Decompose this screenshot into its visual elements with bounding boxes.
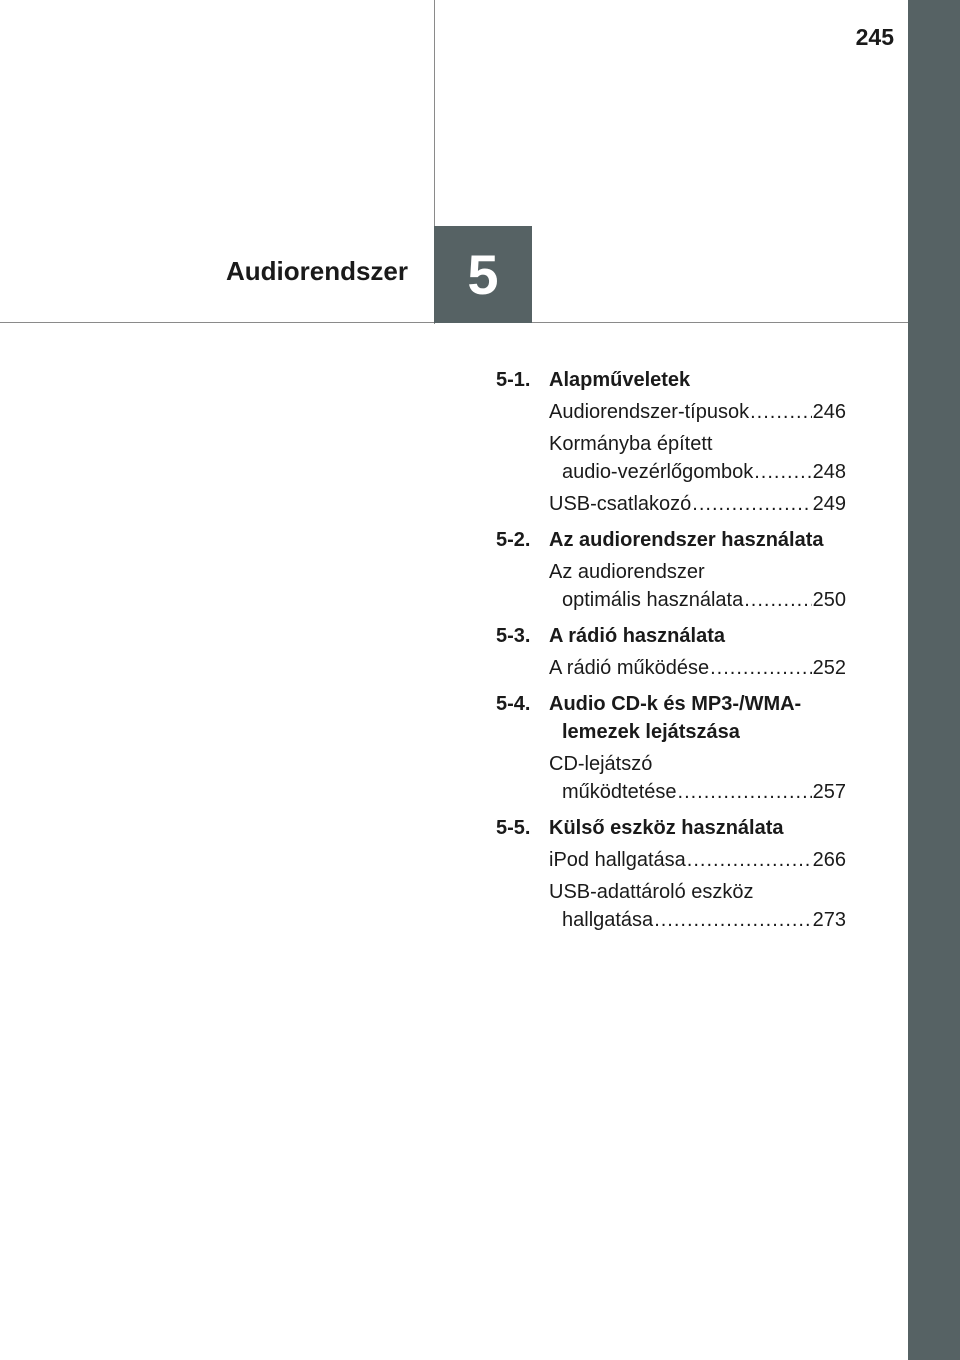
- toc-entry[interactable]: [549, 878, 846, 934]
- toc-section-title-line: Az audiorendszer használata: [549, 529, 824, 551]
- toc-leader-dots: [750, 398, 812, 426]
- chapter-title: Audiorendszer: [225, 256, 408, 286]
- chapter-side-strip: [908, 0, 960, 1360]
- toc-entry-text: iPod hallgatása: [549, 849, 686, 871]
- toc-section-number: 5-1.: [496, 369, 531, 391]
- toc-entry-text: optimális használata: [562, 589, 744, 611]
- toc-entry-page: 273: [812, 909, 846, 931]
- toc-section-heading[interactable]: [496, 690, 846, 746]
- toc-section-number: 5-5.: [496, 817, 531, 839]
- toc-entry-text: USB-adattároló eszköz: [549, 881, 754, 903]
- toc-section: [496, 690, 846, 806]
- toc-section-title-line: Külső eszköz használata: [549, 817, 784, 839]
- toc-entry-page: 250: [812, 589, 846, 611]
- toc-section-title: [549, 366, 846, 394]
- toc-entry-text: hallgatása: [562, 909, 654, 931]
- toc-entry-text: CD-lejátszó: [549, 753, 653, 775]
- toc-entry[interactable]: [549, 654, 846, 682]
- toc-entry-text: USB-csatlakozó: [549, 493, 692, 515]
- toc-leader-dots: [692, 490, 811, 518]
- toc-entry-text: audio-vezérlőgombok: [562, 461, 754, 483]
- toc-entry-page: 246: [812, 401, 846, 423]
- toc-entry[interactable]: [549, 398, 846, 426]
- toc-entry[interactable]: [549, 490, 846, 518]
- toc-leader-dots: [654, 906, 811, 934]
- toc-section: [496, 622, 846, 682]
- toc-section-title: [549, 690, 846, 746]
- toc-entry-page: 266: [812, 849, 846, 871]
- toc-section-title-line: A rádió használata: [549, 625, 725, 647]
- chapter-number-box: 5: [434, 226, 532, 323]
- toc-section-number: 5-2.: [496, 529, 531, 551]
- toc-entry[interactable]: [549, 750, 846, 806]
- toc-section-heading[interactable]: [496, 526, 846, 554]
- toc-section: [496, 526, 846, 614]
- toc-leader-dots: [754, 458, 811, 486]
- toc-entry[interactable]: [549, 430, 846, 486]
- toc-section: [496, 366, 846, 518]
- toc-entry-page: 257: [812, 781, 846, 803]
- toc-entry-page: 248: [812, 461, 846, 483]
- table-of-contents: [496, 366, 846, 938]
- page-number: 245: [855, 24, 894, 50]
- toc-entry-text: működtetése: [562, 781, 677, 803]
- toc-section-number: 5-4.: [496, 693, 531, 715]
- toc-section-heading[interactable]: [496, 366, 846, 394]
- toc-entry-text: Kormányba épített: [549, 433, 713, 455]
- toc-section-heading[interactable]: [496, 814, 846, 842]
- toc-section-title-line: Alapműveletek: [549, 369, 691, 391]
- toc-entry[interactable]: [549, 558, 846, 614]
- toc-section-number: 5-3.: [496, 625, 531, 647]
- toc-entry-page: 249: [812, 493, 846, 515]
- toc-entry-text: A rádió működése: [549, 657, 710, 679]
- toc-entry-text: Az audiorendszer: [549, 561, 705, 583]
- toc-section-title: [549, 814, 846, 842]
- toc-section-title-line: lemezek lejátszása: [562, 721, 740, 743]
- toc-leader-dots: [744, 586, 811, 614]
- toc-entry[interactable]: [549, 846, 846, 874]
- toc-section-heading[interactable]: [496, 622, 846, 650]
- toc-section-title-line: Audio CD-k és MP3-/WMA-: [549, 693, 802, 715]
- toc-leader-dots: [710, 654, 812, 682]
- toc-leader-dots: [678, 778, 812, 806]
- toc-section: [496, 814, 846, 934]
- toc-leader-dots: [687, 846, 812, 874]
- toc-section-title: [549, 622, 846, 650]
- toc-entry-text: Audiorendszer-típusok: [549, 401, 750, 423]
- toc-entry-page: 252: [812, 657, 846, 679]
- toc-section-title: [549, 526, 846, 554]
